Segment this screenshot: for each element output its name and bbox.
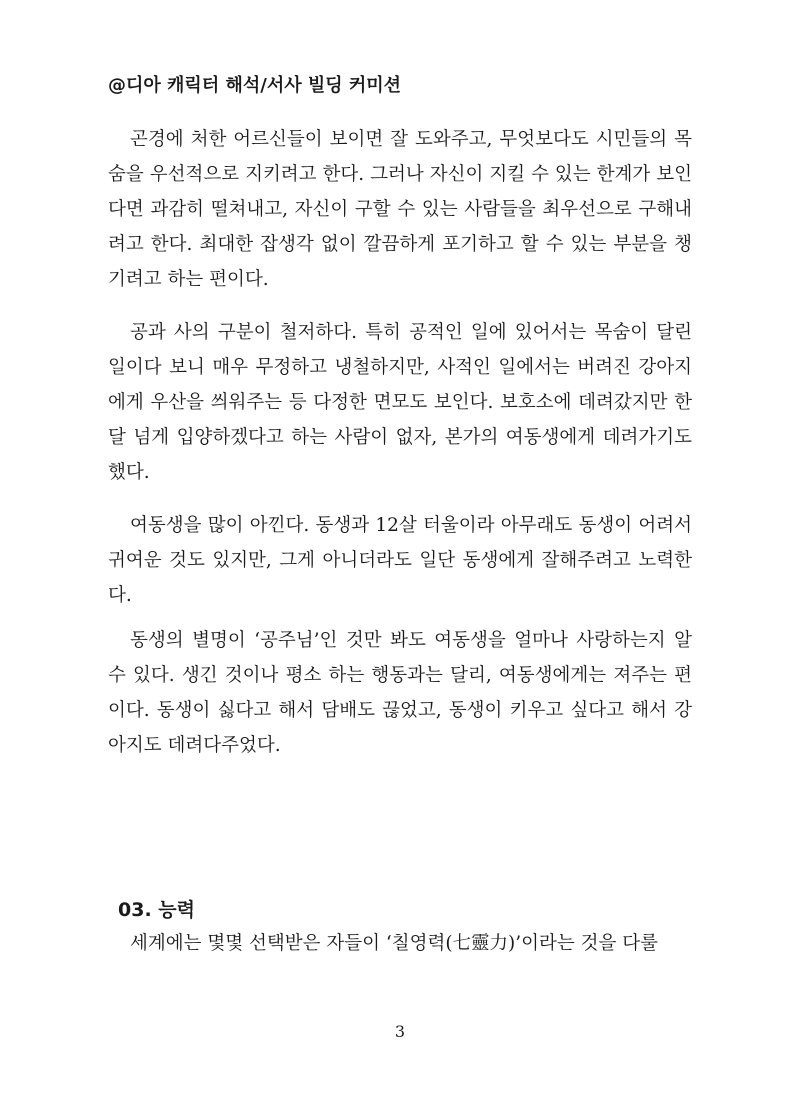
paragraph-3: 여동생을 많이 아낀다. 동생과 12살 터울이라 아무래도 동생이 어려서 귀여운 것도 있지만, 그게 아니더라도 일단 동생에게 잘해주려고 노력한다. [108,515,692,606]
section-heading: 03. 능력 [118,899,195,921]
paragraph-1: 곤경에 처한 어르신들이 보이면 잘 도와주고, 무엇보다도 시민들의 목숨을 우선적으로 지키려고 한다. 그러나 자신이 지킬 수 있는 한계가 보인다면 과감히 떨쳐내고, 자신이 구할 수 있는 사람들을 최우선으로 구해내려고 한다. 최대한 잡생각 없이 깔끔하게 포기하고 할 수 있는 부분을 챙기려고 하는 편이다. [108,129,692,290]
page-number: 3 [394,1022,406,1041]
paragraph-4: 동생의 별명이 ‘공주님’인 것만 봐도 여동생을 얼마나 사랑하는지 알 수 있다. 생긴 것이나 평소 하는 행동과는 달리, 여동생에게는 져주는 편이다. 동생이 싫다고 해서 담배도 끊었고, 동생이 키우고 싶다고 해서 강아지도 데려다주었다. [108,630,692,756]
page-header: @디아 캐릭터 해석/서사 빌딩 커미션 [108,75,402,96]
section-first-line: 세계에는 몇몇 선택받은 자들이 ‘칠영력(七靈力)’이라는 것을 다룰 [130,933,659,954]
paragraph-2: 공과 사의 구분이 철저하다. 특히 공적인 일에 있어서는 목숨이 달린 일이다 보니 매우 무정하고 냉철하지만, 사적인 일에서는 버려진 강아지에게 우산을 씌워주는 등 다정한 면모도 보인다. 보호소에 데려갔지만 한 달 넘게 입양하겠다고 하는 사람이 없자, 본가의 여동생에게 데려가기도 했다. [108,322,692,483]
